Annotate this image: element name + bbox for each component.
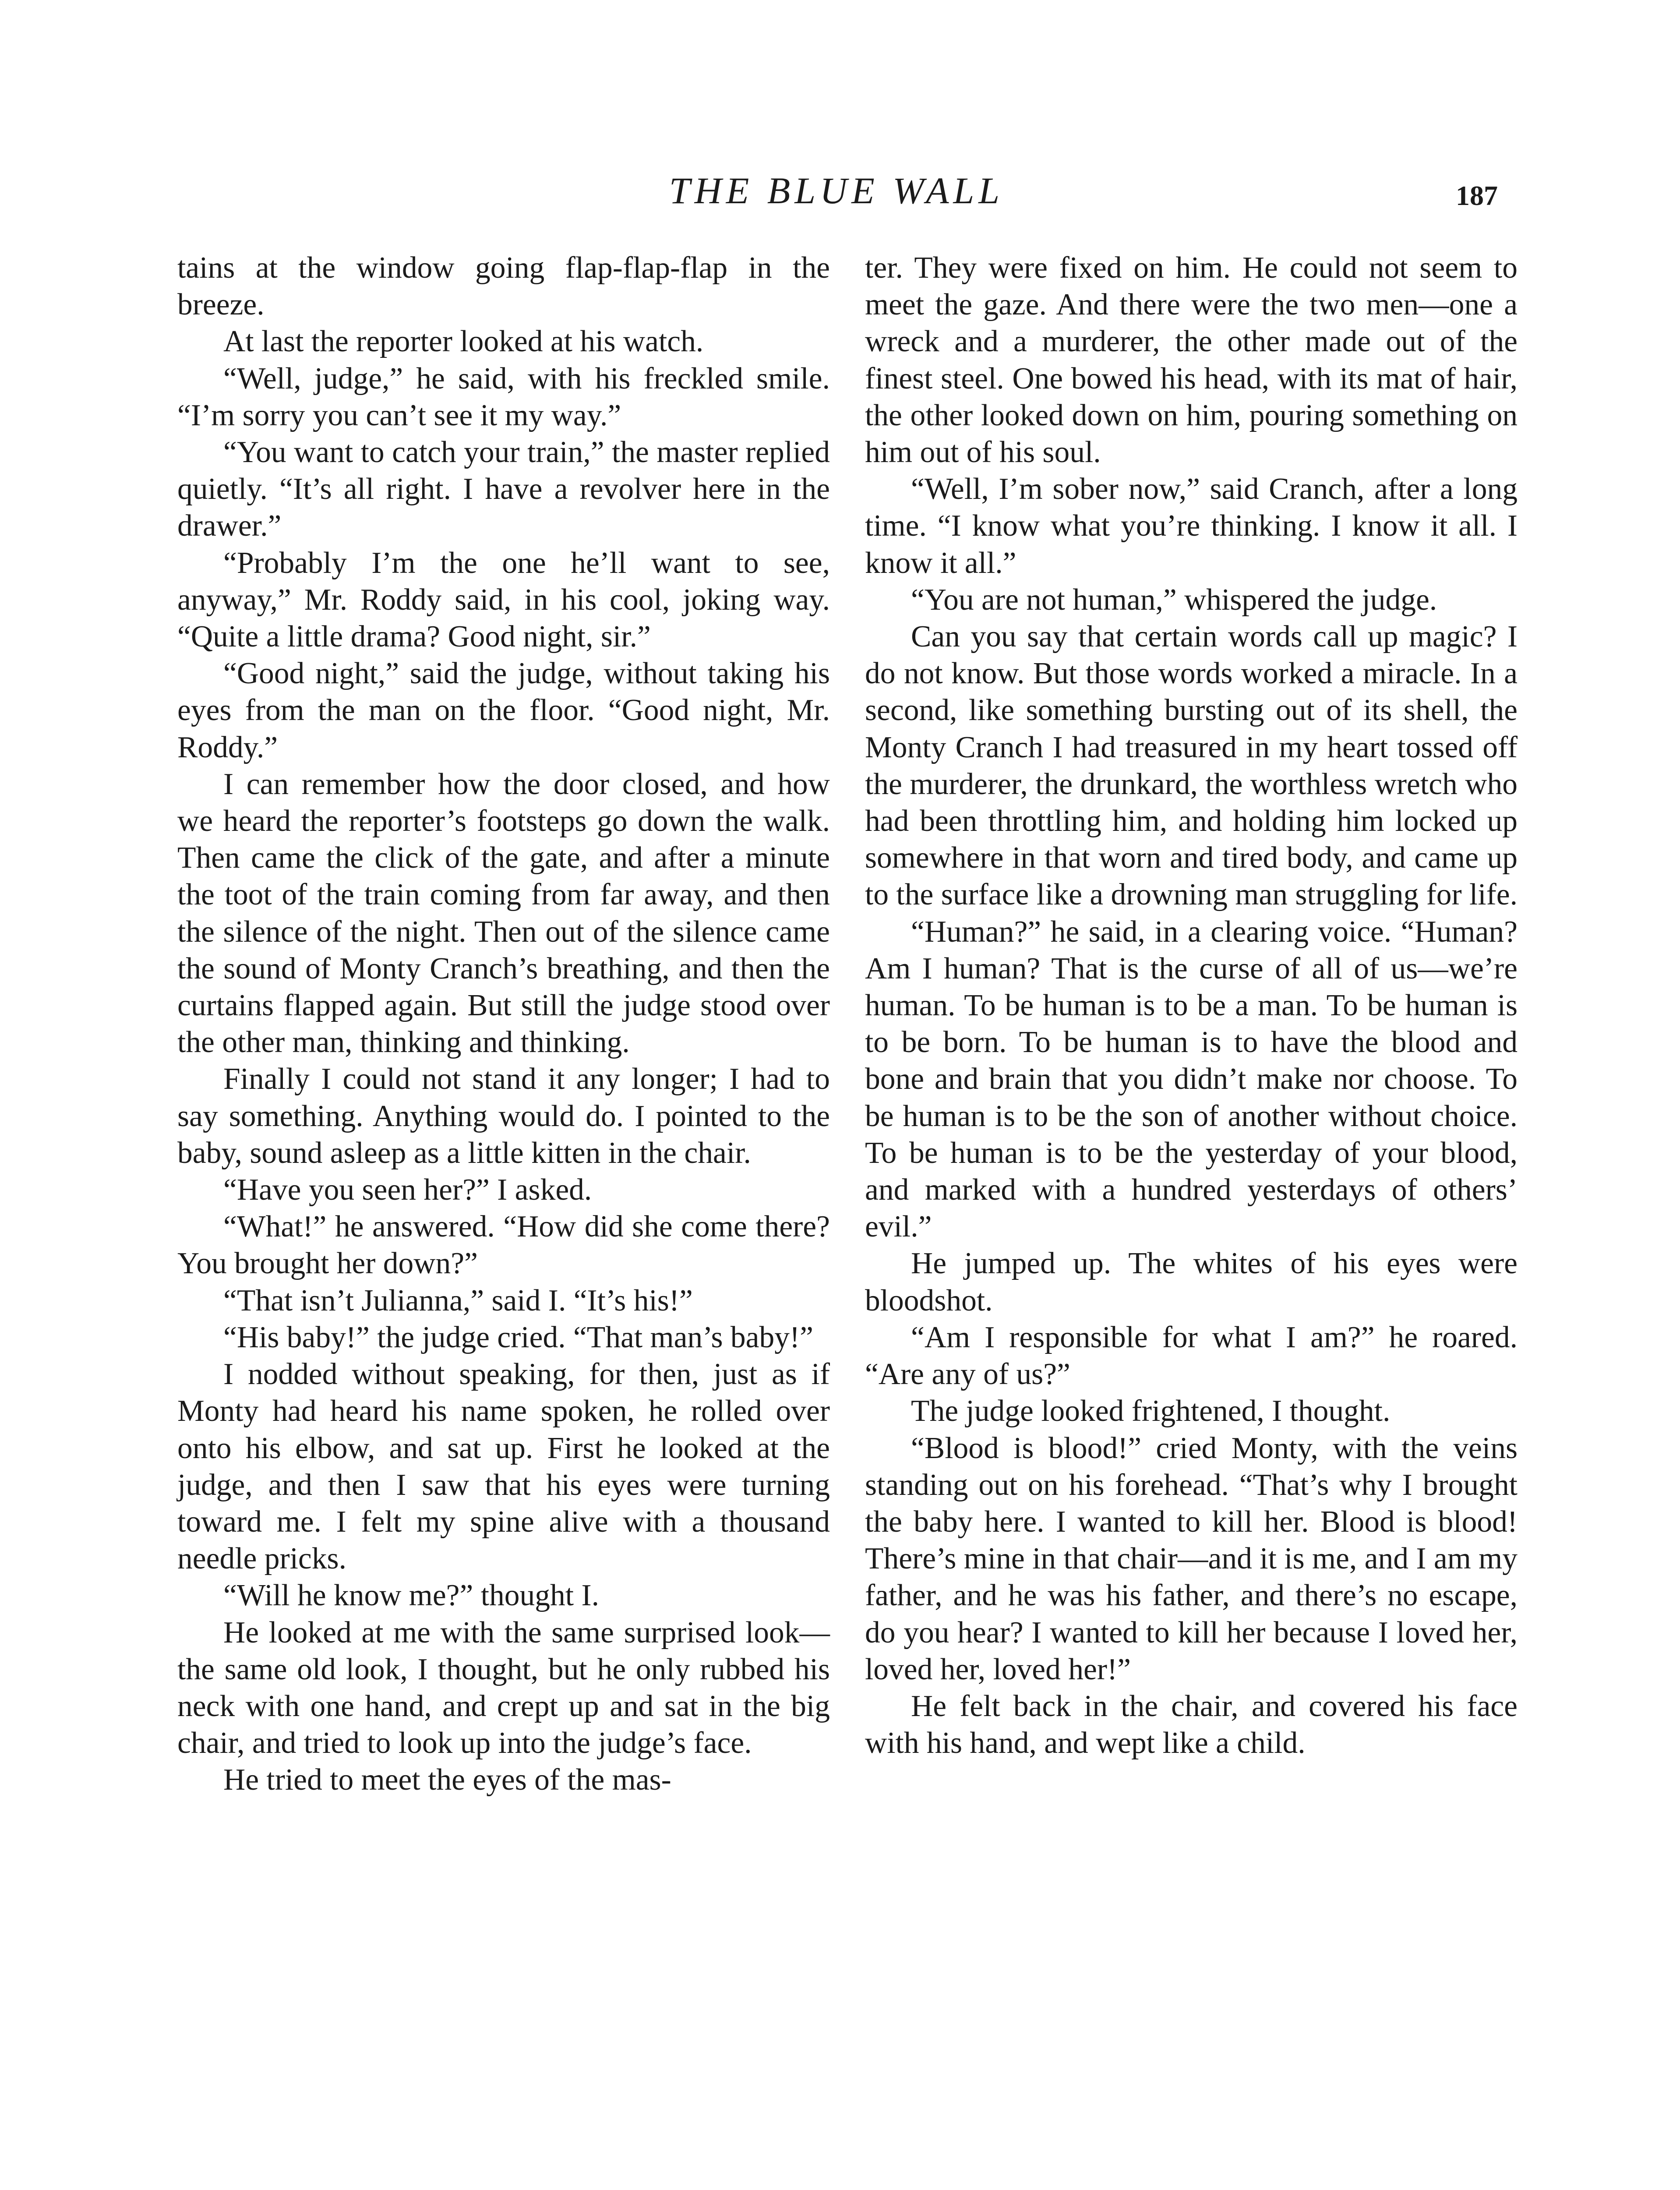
paragraph: Finally I could not stand it any longer; I had to say something. Anything would do. I pointed to the baby, sound asleep as a little kitten in the chair. [177,1062,830,1170]
right-column [865,250,1518,1762]
running-title: THE BLUE WALL [669,170,1004,212]
paragraph: ter. They were fixed on him. He could not seem to meet the gaze. And there were the two men—one a wreck and a murderer, the other made out of the finest steel. One bowed his head, with its mat of hair, the other looked down on him, pouring something on him out of his soul. [865,251,1518,470]
paragraph: Can you say that certain words call up magic? I do not know. But those words worked a miracle. In a second, like something bursting out of its shell, the Monty Cranch I had treasured in my heart tossed off the murderer, the drunkard, the worthless wretch who had been throttling him, and holding him locked up somewhere in that worn and tired body, and came up to the surface like a drowning man struggling for life. [865,620,1518,912]
paragraph: “Am I responsible for what I am?” he roared. “Are any of us?” [865,1320,1518,1392]
paragraph: “Probably I’m the one he’ll want to see, anyway,” Mr. Roddy said, in his cool, joking way. “Quite a little drama? Good night, sir.” [177,546,830,654]
paragraph: He jumped up. The whites of his eyes were bloodshot. [865,1247,1518,1318]
paragraph: “Have you seen her?” I asked. [223,1173,592,1207]
paragraph: He felt back in the chair, and covered his face with his hand, and wept like a child. [865,1689,1518,1760]
paragraph: “Will he know me?” thought I. [223,1579,599,1613]
paragraph: “Human?” he said, in a clearing voice. “Human? Am I human? That is the curse of all of us—we’re human. To be human is to be a man. To be human is to be born. To be human is to have the blood and bone and brain that you didn’t make nor choose. To be human is to be the son of another without choice. To be human is to be the yesterday of your blood, and marked with a hundred yesterdays of others’ evil.” [865,915,1518,1244]
paragraph: The judge looked frightened, I thought. [911,1394,1391,1428]
paragraph: tains at the window going flap-flap-flap in the breeze. [177,251,830,322]
paragraph: He tried to meet the eyes of the mas- [223,1763,671,1797]
paragraph: He looked at me with the same surprised look—the same old look, I thought, but he only rubbed his neck with one hand, and crept up and sat in the big chair, and tried to look up into the judge’s face. [177,1615,830,1760]
paragraph: “Blood is blood!” cried Monty, with the veins standing out on his forehead. “That’s why I brought the baby here. I wanted to kill her. Blood is blood! There’s mine in that chair—and it is me, and I am my father, and he was his father, and there’s no escape, do you hear? I wanted to kill her because I loved her, loved her, loved her!” [865,1431,1518,1686]
paragraph: “You are not human,” whispered the judge. [911,583,1437,617]
paragraph: “His baby!” the judge cried. “That man’s baby!” [223,1320,814,1354]
paragraph: “Well, I’m sober now,” said Cranch, after a long time. “I know what you’re thinking. I know it all. I know it all.” [865,472,1518,580]
paragraph: “That isn’t Julianna,” said I. “It’s his!” [223,1283,693,1318]
left-column [177,250,830,1799]
paragraph: I can remember how the door closed, and how we heard the reporter’s footsteps go down the walk. Then came the click of the gate, and after a minute the toot of the train coming from far away, and then the silence of the night. Then out of the silence came the sound of Monty Cranch’s breathing, and then the curtains flapped again. But still the judge stood over the other man, thinking and thinking. [177,767,830,1060]
paragraph: “Good night,” said the judge, without taking his eyes from the man on the floor. “Good night, Mr. Roddy.” [177,657,830,764]
paragraph: “What!” he answered. “How did she come there? You brought her down?” [177,1210,830,1281]
page-number: 187 [1456,180,1498,211]
paragraph: I nodded without speaking, for then, just as if Monty had heard his name spoken, he rolled over onto his elbow, and sat up. First he looked at the judge, and then I saw that his eyes were turning toward me. I felt my spine alive with a thousand needle pricks. [177,1357,830,1576]
running-head [175,166,1498,215]
paragraph: “Well, judge,” he said, with his freckled smile. “I’m sorry you can’t see it my way.” [177,361,830,432]
paragraph: “You want to catch your train,” the master replied quietly. “It’s all right. I have a revolver here in the drawer.” [177,435,830,543]
paragraph: At last the reporter looked at his watch. [223,325,704,359]
